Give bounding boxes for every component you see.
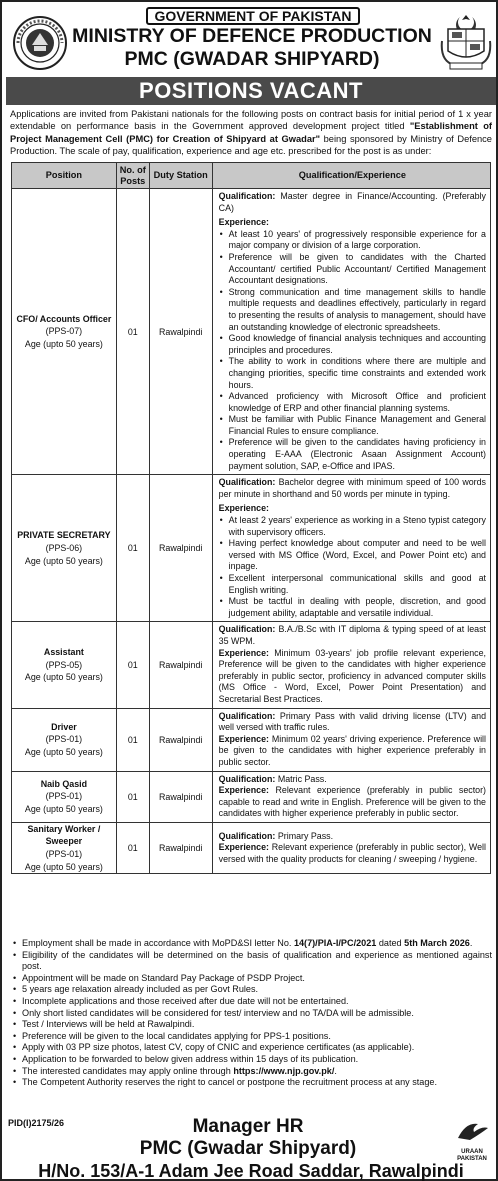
contact-title: Manager HR (192, 1116, 304, 1137)
position-title: Assistant (43, 647, 84, 658)
station-cell: Rawalpindi (149, 708, 212, 771)
qualification-cell (212, 475, 490, 622)
age-limit: Age (upto 50 years) (24, 861, 103, 872)
note-text: . (469, 938, 473, 948)
organization-title: PMC (GWADAR SHIPYARD) (124, 48, 380, 70)
header-station: Duty Station (149, 163, 212, 189)
intro-text-start: Applications are invited from Pakistani nationals for the following posts on contract basis for initial period of 1 x year extendable on performance basis in the Government approved development project titled (10, 109, 492, 132)
station-cell: Rawalpindi (149, 822, 212, 873)
intro-paragraph (10, 108, 492, 158)
note-item (10, 938, 492, 950)
note-text: . (334, 1065, 337, 1076)
table-row (12, 771, 491, 822)
note-item (10, 1066, 492, 1078)
experience-text (219, 734, 486, 769)
experience-item: • Preference will be given to candidates with the Charted Accountant/ certified Public Accountant/ Certified Management Accountant designations. (219, 252, 486, 287)
experience-item: • Advanced proficiency with Microsoft Office and proficient knowledge of ERP and other financial planning systems. (219, 391, 486, 414)
qualification-text (219, 624, 486, 647)
footer (2, 1114, 498, 1181)
qualification-text (219, 774, 486, 786)
contact-organization: PMC (Gwadar Shipyard) (139, 1138, 357, 1159)
qualification-text (219, 191, 486, 214)
qualification-cell (212, 771, 490, 822)
position-title: CFO/ Accounts Officer (16, 313, 112, 324)
note-text: dated (376, 938, 405, 948)
ministry-logo (12, 15, 68, 71)
posts-cell: 01 (116, 475, 149, 622)
note-item: • Only short listed candidates will be considered for test/ interview and no TA/DA will be admissible. (10, 1008, 492, 1020)
note-item: • Incomplete applications and those received after due date will not be entertained. (10, 996, 492, 1008)
station-cell: Rawalpindi (149, 622, 212, 708)
qualification-label: Qualification: (218, 624, 276, 635)
experience-value: Minimum 02 years' driving experience. Preference will be given to the candidates with higher experience preferably in public sector. (218, 733, 486, 767)
position-title: Sanitary Worker / Sweeper (27, 823, 101, 847)
posts-cell: 01 (116, 189, 149, 475)
station-cell: Rawalpindi (149, 475, 212, 622)
qualification-value: Primary Pass. (277, 830, 334, 841)
notes-list (10, 938, 492, 1089)
qualification-text (219, 711, 486, 734)
position-cell (12, 475, 117, 622)
contact-address: H/No. 153/A-1 Adam Jee Road Saddar, Rawalpindi (38, 1161, 464, 1181)
experience-text (219, 785, 486, 820)
experience-label: Experience: (218, 503, 269, 514)
project-title: "Establishment of Project Management Cell (PMC) for Creation of Shipyard at Gwadar" (10, 121, 493, 144)
note-item: • Preference will be given to the local candidates applying for PPS-1 positions. (10, 1031, 492, 1043)
pid-number: PID(I)2175/26 (8, 1118, 65, 1128)
experience-item: • Must be tactful in dealing with people, discretion, and good judgement ability, adaptable and versatile individual. (219, 596, 486, 619)
posts-cell: 01 (116, 822, 149, 873)
age-limit: Age (upto 50 years) (24, 338, 103, 349)
note-item: • 5 years age relaxation already included as per Govt Rules. (10, 984, 492, 996)
experience-label: Experience: (218, 785, 269, 796)
experience-label: Experience: (218, 733, 269, 744)
positions-vacant-banner: POSITIONS VACANT (6, 77, 496, 105)
experience-label: Experience: (218, 842, 269, 853)
station-cell: Rawalpindi (149, 189, 212, 475)
position-title: Naib Qasid (40, 778, 88, 789)
note-item: • Apply with 03 PP size photos, latest CV, copy of CNIC and experience certificates (as applicable). (10, 1042, 492, 1054)
age-limit: Age (upto 50 years) (24, 803, 103, 814)
table-header-row (12, 163, 491, 189)
qualification-label: Qualification: (218, 773, 276, 784)
qualification-label: Qualification: (218, 477, 276, 488)
position-title: Driver (51, 721, 77, 732)
pay-scale: (PPS-01) (45, 791, 83, 802)
header (6, 5, 496, 77)
experience-text (219, 842, 486, 865)
state-emblem (440, 11, 492, 73)
letter-date: 5th March 2026 (404, 938, 470, 948)
header-position: Position (12, 163, 117, 189)
posts-cell: 01 (116, 708, 149, 771)
experience-label: Experience: (218, 647, 269, 658)
note-item: • Test / Interviews will be held at Rawalpindi. (10, 1019, 492, 1031)
table-row (12, 189, 491, 475)
header-qualification: Qualification/Experience (212, 163, 490, 189)
position-cell (12, 189, 117, 475)
experience-item: • At least 2 years' experience as working in a Steno typist category with supervisory officers. (219, 515, 486, 538)
experience-list (219, 515, 486, 619)
posts-cell: 01 (116, 622, 149, 708)
online-link[interactable]: https://www.njp.gov.pk/ (233, 1065, 335, 1076)
uraan-bird-icon (452, 1118, 492, 1144)
table-row (12, 475, 491, 622)
experience-list (219, 229, 486, 472)
uraan-label-1: URAAN (461, 1149, 483, 1155)
qualification-text (219, 477, 486, 500)
experience-item: • The ability to work in conditions where there are multiple and changing priorities, specific time constraints and extended work hours. (219, 356, 486, 391)
pay-scale: (PPS-05) (45, 659, 83, 670)
age-limit: Age (upto 50 years) (24, 672, 103, 683)
experience-item: • At least 10 years' of progressively responsible experience for a major company or division of a large corporation. (219, 229, 486, 252)
position-cell (12, 622, 117, 708)
note-item: • Appointment will be made on Standard Pay Package of PSDP Project. (10, 973, 492, 985)
station-cell: Rawalpindi (149, 771, 212, 822)
qualification-cell (212, 708, 490, 771)
position-cell (12, 771, 117, 822)
experience-value: Relevant experience (preferably in public sector), Well versed with the quality products for cleaning / sweeping / hygiene. (218, 842, 486, 864)
qualification-label: Qualification: (218, 710, 276, 721)
pay-scale: (PPS-07) (45, 326, 83, 337)
position-cell (12, 708, 117, 771)
age-limit: Age (upto 50 years) (24, 746, 103, 757)
experience-value: Minimum 03-years' job profile relevant experience, Preference will be given to the candidates with higher experience preferably in public sector, proficiency in advanced computer skills (MS Office - Word, Excel, Power Point Presentation) and Secretarial Best Practices. (218, 647, 486, 704)
header-posts: No. of Posts (116, 163, 149, 189)
positions-table (11, 162, 491, 874)
experience-item: • Strong communication and time management skills to handle multiple requests and deadlines effectively, particularly in regard to presenting the results of analysis to management, should have an outstanding knowledge of electronic spreadsheets. (219, 287, 486, 333)
uraan-pakistan-logo (452, 1118, 492, 1160)
qualification-cell (212, 622, 490, 708)
note-text: Employment shall be made in accordance with MoPD&SI letter No. (22, 938, 294, 948)
experience-value: Relevant experience (preferably in public sector) capable to read and write in English. Preference will be given to the candidates with higher experience preferably in public sector. (218, 785, 487, 819)
experience-item: • Preference will be given to the candidates having proficiency in operating E-AAA (Electronic Asaan Assignment Account) payment solution, SAP, e-Office and IPAS. (219, 437, 486, 472)
pay-scale: (PPS-06) (45, 543, 83, 554)
experience-item: • Must be familiar with Public Finance Management and General Financial Rules to ensure compliance. (219, 414, 486, 437)
qualification-text (219, 831, 486, 843)
note-text: The interested candidates may apply online through (22, 1065, 234, 1076)
age-limit: Age (upto 50 years) (24, 555, 103, 566)
pay-scale: (PPS-01) (45, 849, 83, 860)
government-title: GOVERNMENT OF PAKISTAN (146, 7, 360, 25)
note-item: • Application to be forwarded to below given address within 15 days of its publication. (10, 1054, 492, 1066)
qualification-value: B.A./B.Sc with IT diploma & typing speed of at least 35 WPM. (218, 624, 487, 646)
position-cell (12, 822, 117, 873)
note-item: • The Competent Authority reserves the right to cancel or postpone the recruitment process at any stage. (10, 1077, 492, 1089)
position-title: PRIVATE SECRETARY (17, 530, 111, 541)
note-item: • Eligibility of the candidates will be determined on the basis of qualification and experience as mentioned against post. (10, 950, 492, 973)
qualification-value: Matric Pass. (277, 773, 327, 784)
posts-cell: 01 (116, 771, 149, 822)
experience-item: • Good knowledge of financial analysis techniques and accounting principles and procedures. (219, 333, 486, 356)
qualification-label: Qualification: (218, 830, 276, 841)
letter-number: 14(7)/PIA-I/PC/2021 (293, 938, 377, 948)
experience-item: • Having perfect knowledge about computer and need to be well versed with MS Office (Word, Excel, and Power Point etc) and inpage. (219, 538, 486, 573)
qualification-value: Bachelor degree with minimum speed of 100 words per minute in shorthand and 50 words per minute in typing. (218, 477, 486, 499)
qualification-cell (212, 822, 490, 873)
table-row (12, 822, 491, 873)
experience-label: Experience: (218, 217, 269, 228)
table-row (12, 708, 491, 771)
intro-text-end: being sponsored by Ministry of Defence Production. The scale of pay, qualification, experience and age etc. prescribed for the post is as under: (10, 133, 492, 157)
pay-scale: (PPS-01) (45, 734, 83, 745)
qualification-value: Primary Pass with valid driving license (LTV) and well versed with traffic rules. (218, 710, 487, 733)
ministry-title: MINISTRY OF DEFENCE PRODUCTION (72, 25, 432, 47)
qualification-value: Master degree in Finance/Accounting. (Preferably CA) (218, 191, 486, 213)
qualification-label: Qualification: (218, 191, 276, 201)
experience-item: • Excellent interpersonal communicational skills and good at English writing. (219, 573, 486, 596)
uraan-label-2: PAKISTAN (457, 1156, 487, 1162)
experience-text (219, 648, 486, 706)
qualification-cell (212, 189, 490, 475)
table-row (12, 622, 491, 708)
